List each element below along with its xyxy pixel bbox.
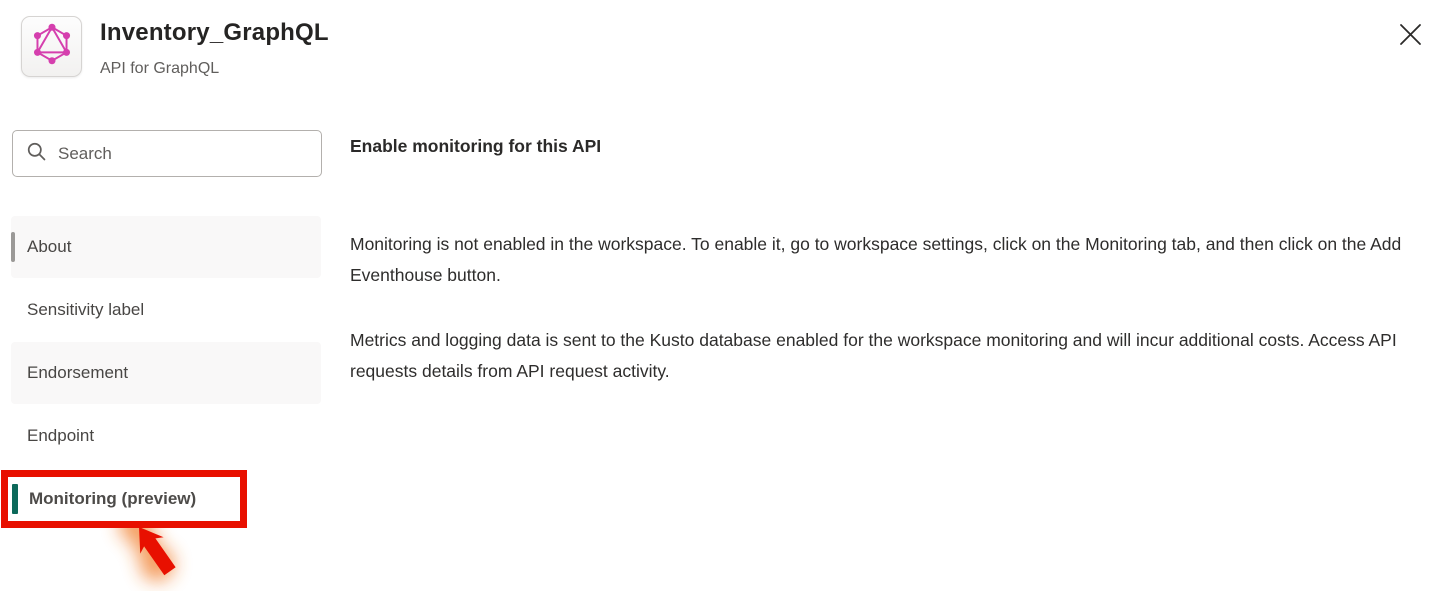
sidebar-item-label: About (27, 237, 72, 256)
graphql-app-tile (21, 16, 82, 77)
search-input[interactable] (58, 144, 309, 164)
sidebar-item-label: Sensitivity label (27, 300, 145, 319)
content-heading: Enable monitoring for this API (350, 136, 602, 156)
sidebar-item-endpoint[interactable] (11, 405, 321, 467)
search-icon (27, 142, 46, 166)
close-icon (1399, 23, 1422, 49)
annotation-highlight-box (1, 470, 247, 528)
close-button[interactable] (1394, 20, 1426, 52)
sidebar-item-about[interactable] (11, 216, 321, 278)
sidebar-item-sensitivity-label[interactable] (11, 279, 321, 341)
page-subtitle: API for GraphQL (100, 60, 220, 77)
selected-indicator-bar (12, 484, 18, 514)
metrics-info-paragraph: Metrics and logging data is sent to the Kusto database enabled for the workspace monitoring and will incur additional costs. Access API requests details from API request activity. (350, 330, 1397, 381)
page-title: Inventory_GraphQL (100, 19, 329, 46)
sidebar-item-monitoring[interactable] (8, 477, 240, 521)
sidebar-item-label: Endpoint (27, 426, 95, 445)
sidebar-item-label: Monitoring (preview) (29, 489, 197, 508)
graphql-logo-icon (30, 22, 74, 71)
sidebar-item-endorsement[interactable] (11, 342, 321, 404)
monitoring-info-paragraph: Monitoring is not enabled in the workspace. To enable it, go to workspace settings, click on the Monitoring tab, and then click on the Add Eventhouse button. (350, 234, 1402, 285)
sidebar-item-label: Endorsement (27, 363, 129, 382)
search-box (12, 130, 322, 177)
active-indicator-bar (11, 232, 15, 262)
